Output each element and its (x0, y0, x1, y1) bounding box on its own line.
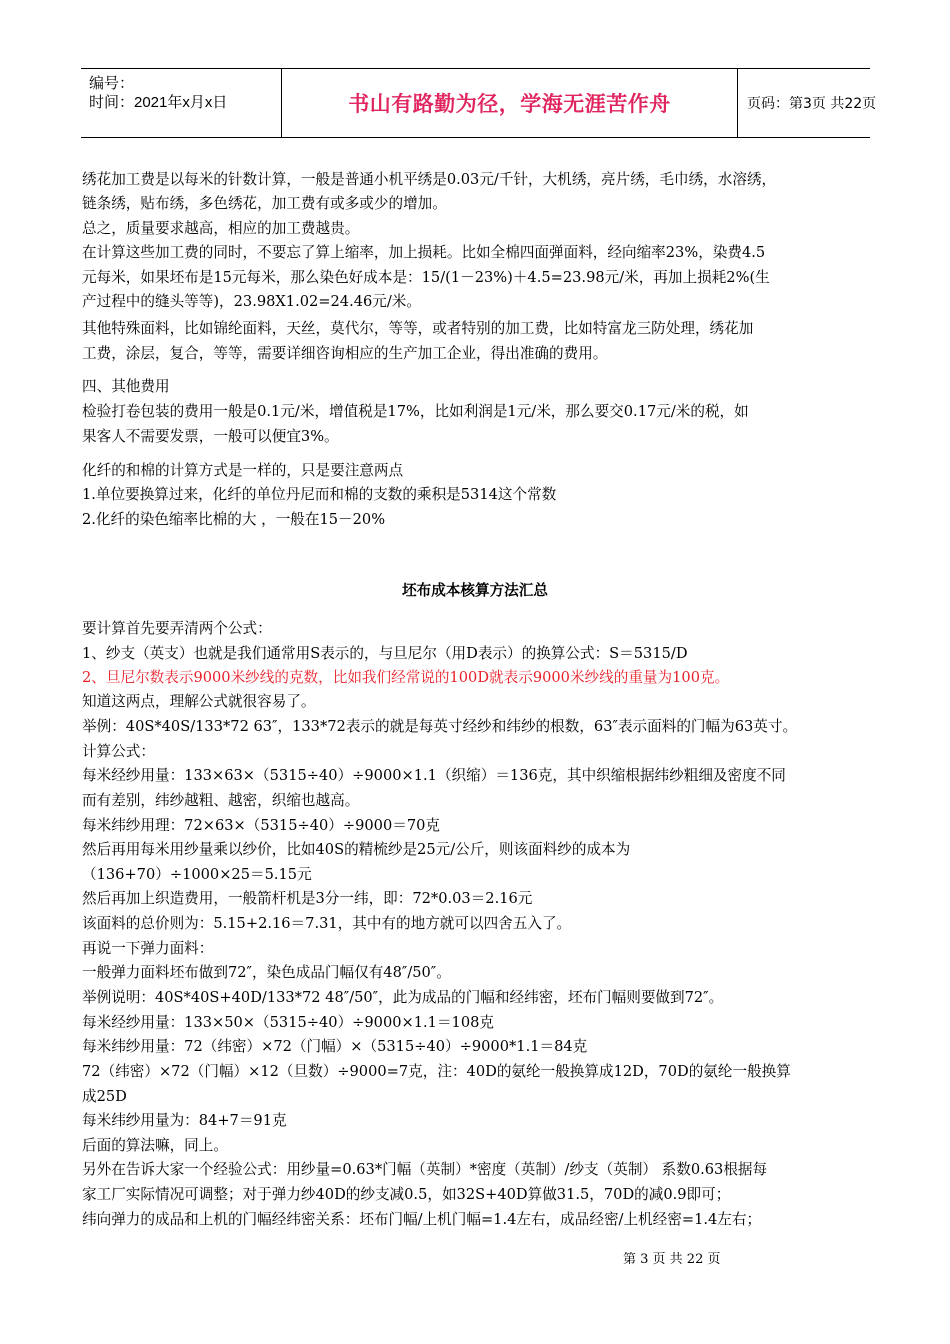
text-line: 另外在告诉大家一个经验公式：用纱量=0.63*门幅（英制）*密度（英制）/纱支（英制） 系数0.63根据每 (82, 1161, 768, 1178)
text-line: 而有差别，纬纱越粗、越密，织缩也越高。 (82, 792, 360, 809)
text-line: 1、纱支（英支）也就是我们通常用S表示的，与旦尼尔（用D表示）的换算公式：S＝5315/D (82, 645, 688, 662)
text-line: 果客人不需要发票，一般可以便宜3%。 (82, 428, 339, 445)
highlighted-line: 2、旦尼尔数表示9000米纱线的克数，比如我们经常说的100D就表示9000米纱线的重量为100克。 (82, 669, 730, 686)
text-line: 在计算这些加工费的同时，不要忘了算上缩率，加上损耗。比如全棉四面弹面料，经向缩率23%，染费4.5 (82, 244, 766, 261)
text-line: 检验打卷包装的费用一般是0.1元/米，增值税是17%，比如利润是1元/米，那么要交0.17元/米的税，如 (82, 403, 749, 420)
text-line: 每米纬纱用理：72×63×（5315÷40）÷9000＝70克 (82, 817, 441, 834)
text-line: 知道这两点，理解公式就很容易了。 (82, 693, 316, 710)
text-line: 再说一下弹力面料： (82, 940, 214, 957)
text-line: 总之，质量要求越高，相应的加工费越贵。 (82, 220, 360, 237)
text-line: 72（纬密）×72（门幅）×12（旦数）÷9000=7克，注：40D的氨纶一般换算成12D，70D的氨纶一般换算 (82, 1063, 791, 1080)
text-line: 成25D (82, 1088, 127, 1105)
text-line: 链条绣，贴布绣，多色绣花，加工费有或多或少的增加。 (82, 195, 447, 212)
text-line: 纬向弹力的成品和上机的门幅经纬密关系：坯布门幅/上机门幅=1.4左右，成品经密/上机经密=1.4左右； (82, 1211, 762, 1228)
header-left-cell (81, 69, 281, 137)
text-line: 一般弹力面料坯布做到72″，染色成品门幅仅有48″/50″。 (82, 964, 451, 981)
text-line: 化纤的和棉的计算方式是一样的，只是要注意两点 (82, 462, 404, 479)
text-line: 举例说明：40S*40S+40D/133*72 48″/50″，此为成品的门幅和经纬密，坯布门幅则要做到72″。 (82, 989, 724, 1006)
text-line: 每米经纱用量：133×63×（5315÷40）÷9000×1.1（织缩）＝136克，其中织缩根据纬纱粗细及密度不同 (82, 767, 786, 784)
text-line: 元每米，如果坯布是15元每米，那么染色好成本是：15/(1－23%)＋4.5=23.98元/米，再加上损耗2%(生 (82, 269, 770, 286)
header-motto-cell (281, 69, 738, 137)
page-info: 页码：第3页 共22页 (747, 96, 877, 112)
text-line: 产过程中的缝头等等)，23.98X1.02=24.46元/米。 (82, 293, 421, 310)
text-line: 计算公式： (82, 743, 155, 760)
text-line: 其他特殊面料，比如锦纶面料，天丝，莫代尔，等等，或者特别的加工费，比如特富龙三防处理，绣花加 (82, 320, 754, 337)
text-line: 绣花加工费是以每米的针数计算，一般是普通小机平绣是0.03元/千针，大机绣，亮片绣，毛巾绣，水溶绣， (82, 171, 777, 188)
text-line: 2.化纤的染色缩率比棉的大 ，一般在15－20% (82, 511, 386, 528)
header-page-cell (737, 69, 877, 137)
text-line: 工费，涂层，复合，等等，需要详细咨询相应的生产加工企业，得出准确的费用。 (82, 345, 608, 362)
text-line: 要计算首先要弄清两个公式： (82, 620, 272, 637)
page-footer: 第 3 页 共 22 页 (623, 1252, 721, 1267)
text-line: 家工厂实际情况可调整；对于弹力纱40D的纱支减0.5，如32S+40D算做31.5，70D的减0.9即可； (82, 1186, 731, 1203)
text-line: 然后再用每米用纱量乘以纱价，比如40S的精梳纱是25元/公斤，则该面料纱的成本为 (82, 841, 631, 858)
section-heading: 四、其他费用 (82, 378, 170, 395)
text-line: 1.单位要换算过来，化纤的单位丹尼而和棉的支数的乘积是5314这个常数 (82, 486, 557, 503)
header-table (81, 68, 877, 138)
text-line: 每米经纱用量：133×50×（5315÷40）÷9000×1.1＝108克 (82, 1014, 495, 1031)
text-line: （136+70）÷1000×25＝5.15元 (82, 866, 312, 883)
time-label: 时间：2021年x月x日 (89, 94, 228, 111)
number-label: 编号： (89, 75, 135, 92)
section-title: 坯布成本核算方法汇总 (402, 582, 548, 599)
text-line: 后面的算法嘛，同上。 (82, 1137, 228, 1154)
motto: 书山有路勤为径，学海无涯苦作舟 (348, 92, 671, 116)
text-line: 然后再加上织造费用，一般箭杆机是3分一纬，即：72*0.03＝2.16元 (82, 890, 533, 907)
text-line: 每米纬纱用量：72（纬密）×72（门幅）×（5315÷40）÷9000*1.1＝84克 (82, 1038, 588, 1055)
text-line: 该面料的总价则为：5.15+2.16＝7.31，其中有的地方就可以四舍五入了。 (82, 915, 572, 932)
text-line: 每米纬纱用量为：84+7＝91克 (82, 1112, 287, 1129)
text-line: 举例：40S*40S/133*72 63″，133*72表示的就是每英寸经纱和纬纱的根数，63″表示面料的门幅为63英寸。 (82, 718, 798, 735)
